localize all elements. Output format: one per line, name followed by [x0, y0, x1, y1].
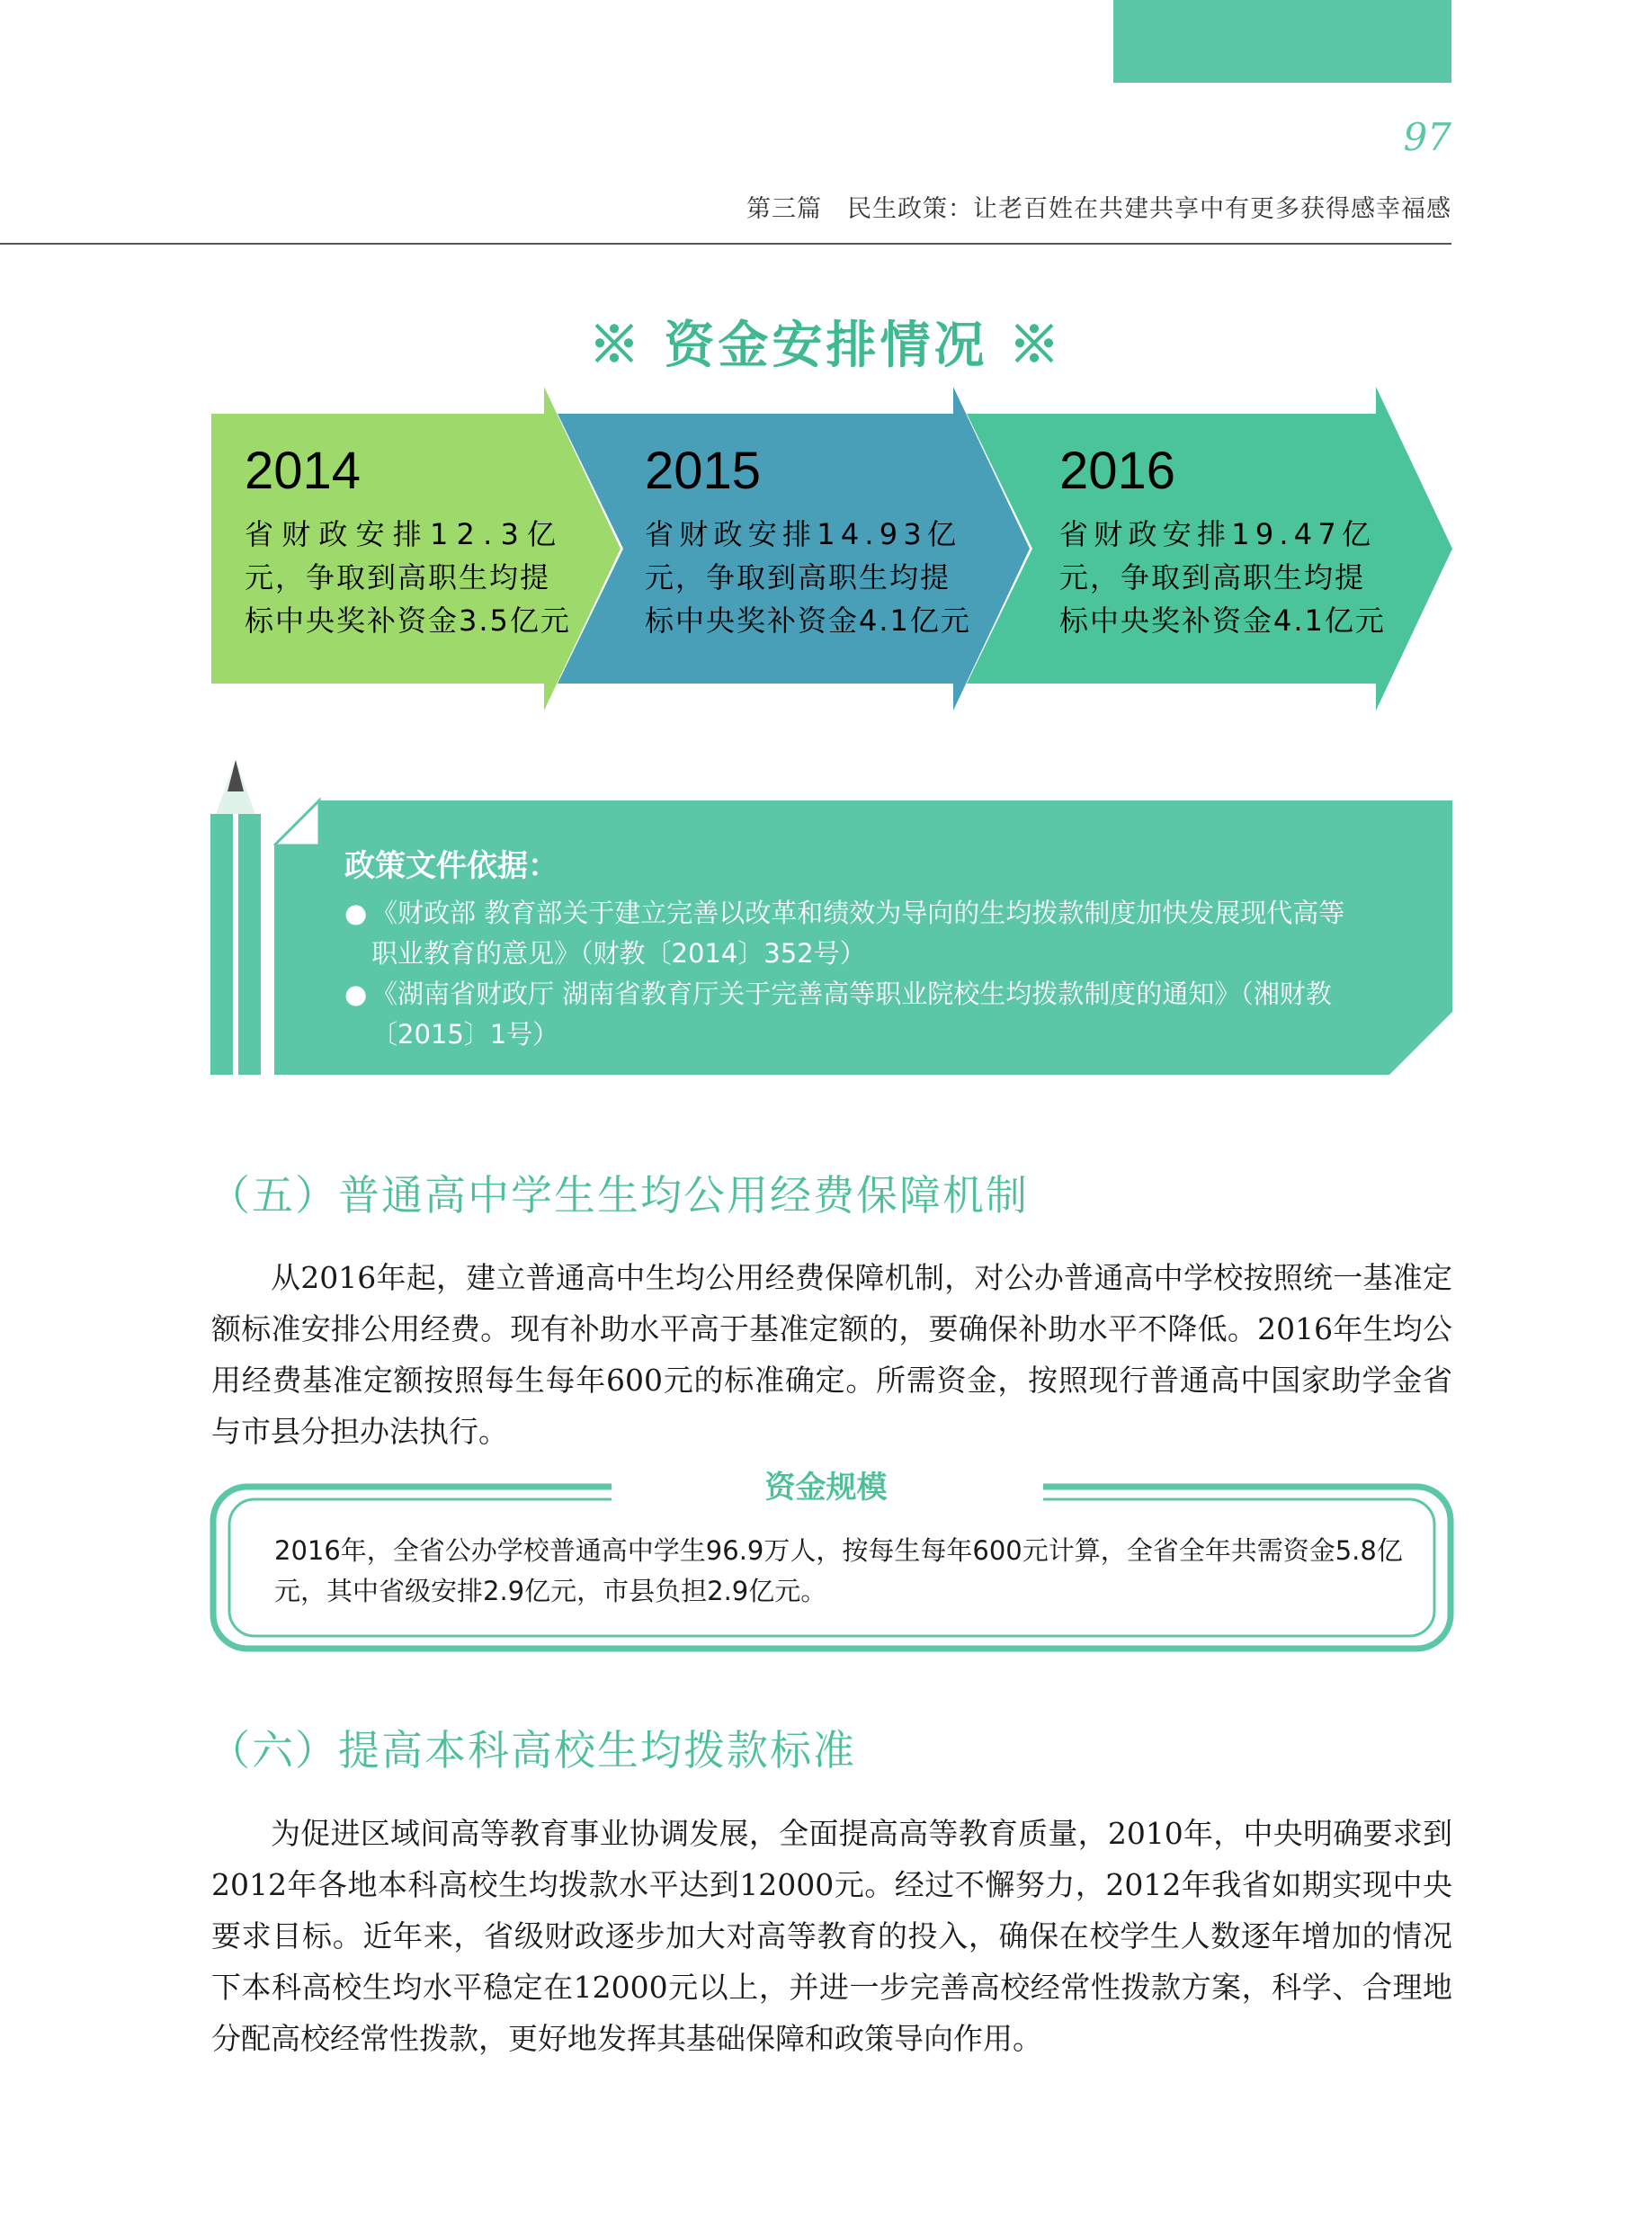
bullet-icon: ● [344, 979, 368, 1009]
arrow-2015-line1: 省财政安排14.93亿 [645, 517, 958, 551]
funding-arrow-banner [0, 378, 1652, 720]
bullet-icon: ● [344, 898, 368, 928]
header-color-block [1113, 0, 1451, 83]
arrow-2016-year: 2016 [1059, 442, 1176, 500]
policy-item-2-line2: 〔2015〕1号） [371, 1019, 559, 1050]
arrow-2014-year: 2014 [245, 442, 362, 500]
arrow-2015-year: 2015 [645, 442, 762, 500]
arrow-2016-line1: 省财政安排19.47亿 [1059, 517, 1372, 551]
policy-heading: 政策文件依据： [344, 848, 558, 884]
section-5-paragraph: 从2016年起，建立普通高中生均公用经费保障机制，对公办普通高中学校按照统一基准定额标准安排公用经费。现有补助水平高于基准定额的，要确保补助水平不降低。2016年生均公用经费基准定额按照每生每年600元的标准确定。所需资金，按照现行普通高中国家助学金省与市县分担办法执行。 [211, 1260, 1452, 1449]
policy-item-1 [344, 893, 1410, 974]
chapter-title: 第三篇 民生政策：让老百姓在共建共享中有更多获得感幸福感 [746, 195, 1451, 223]
arrow-2015-line2: 元，争取到高职生均提 [645, 560, 951, 594]
arrow-2016-line3: 标中央奖补资金4.1亿元 [1059, 603, 1386, 638]
arrow-2014-line3: 标中央奖补资金3.5亿元 [245, 603, 571, 638]
pencil-icon [210, 760, 261, 1075]
policy-item-1-line1: 《财政部 教育部关于建立完善以改革和绩效为导向的生均拨款制度加快发展现代高等 [371, 898, 1345, 928]
page-number: 97 [1403, 115, 1451, 159]
policy-item-1-line2: 职业教育的意见》（财教〔2014〕352号） [371, 938, 866, 969]
section-6-paragraph: 为促进区域间高等教育事业协调发展，全面提高高等教育质量，2010年，中央明确要求到2012年各地本科高校生均拨款水平达到12000元。经过不懈努力，2012年我省如期实现中央要求目标。近年来，省级财政逐步加大对高等教育的投入，确保在校学生人数逐年增加的情况下本科高校生均水平稳定在12000元以上，并进一步完善高校经常性拨款方案，科学、合理地分配高校经常性拨款，更好地发挥其基础保障和政策导向作用。 [211, 1816, 1452, 2056]
arrow-2014-line2: 元，争取到高职生均提 [245, 560, 551, 594]
funding-section-title: ※ 资金安排情况 ※ [589, 316, 1063, 375]
funding-scale-label: 资金规模 [764, 1470, 888, 1506]
section-6-heading: （六）提高本科高校生均拨款标准 [209, 1726, 856, 1775]
arrow-2016-line2: 元，争取到高职生均提 [1059, 560, 1366, 594]
arrow-2014-line1: 省财政安排12.3亿 [245, 517, 558, 551]
policy-item-2-line1: 《湖南省财政厅 湖南省教育厅关于完善高等职业院校生均拨款制度的通知》（湘财教 [371, 979, 1332, 1009]
funding-scale-text: 2016年，全省公办学校普通高中学生96.9万人，按每生每年600元计算，全省全年共需资金5.8亿元，其中省级安排2.9亿元，市县负担2.9亿元。 [274, 1535, 1403, 1606]
policy-item-2 [344, 974, 1410, 1055]
header-divider [0, 243, 1451, 245]
arrow-2015-line3: 标中央奖补资金4.1亿元 [645, 603, 971, 638]
section-5-heading: （五）普通高中学生生均公用经费保障机制 [209, 1171, 1029, 1220]
